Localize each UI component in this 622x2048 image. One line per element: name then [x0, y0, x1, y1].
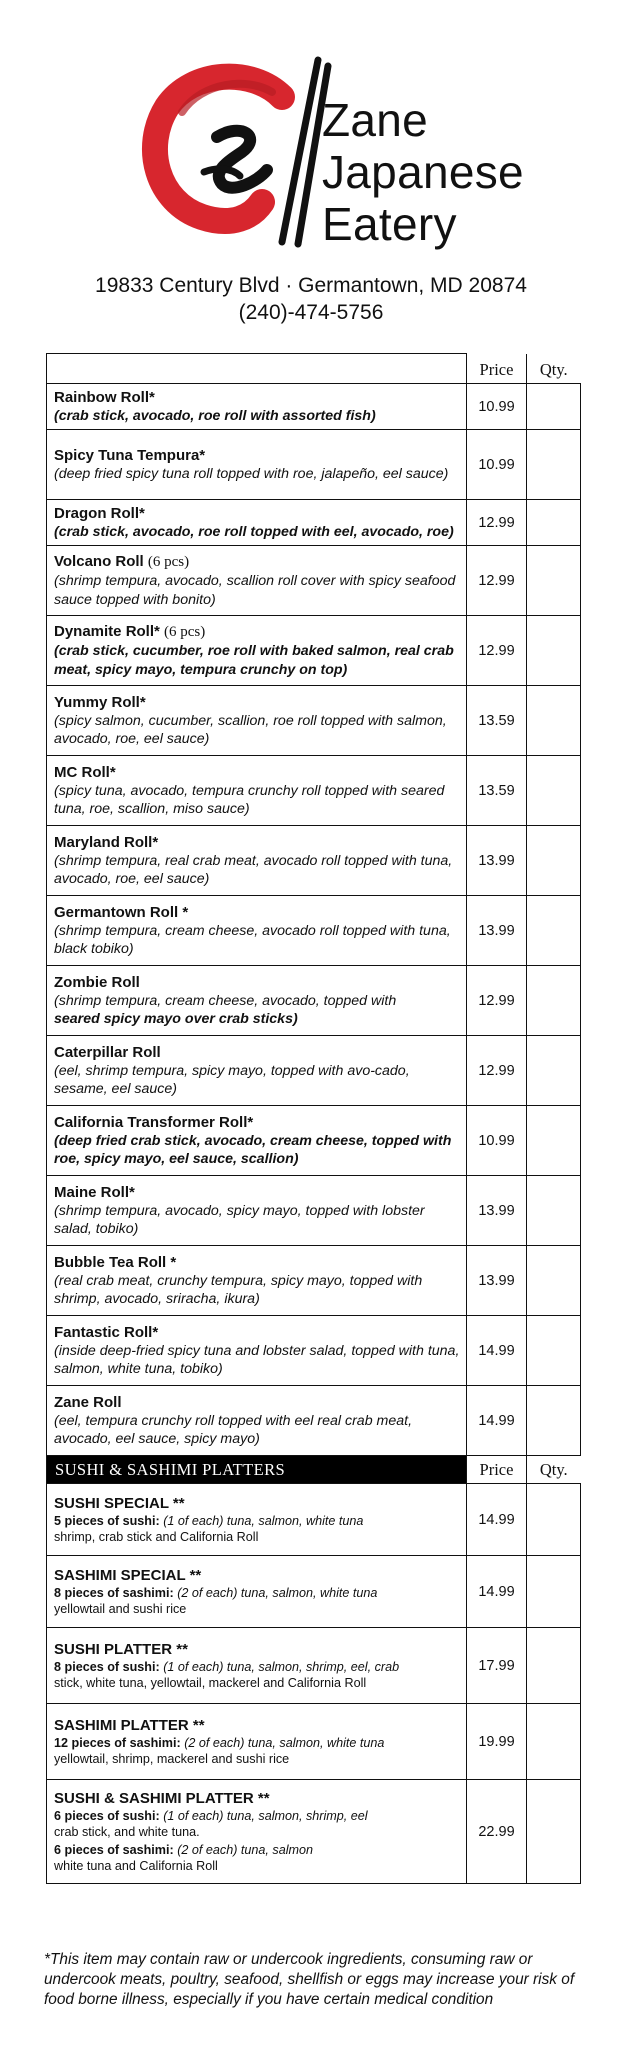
platter-count-detail: (2 of each): [177, 1586, 238, 1600]
platters-section-title: SUSHI & SASHIMI PLATTERS: [47, 1456, 467, 1484]
phone-number: (240)-474-5756: [238, 301, 384, 324]
roll-name-text: Yummy Roll*: [54, 693, 146, 711]
roll-row: [47, 896, 581, 966]
roll-name-text: Rainbow Roll*: [54, 388, 155, 406]
brand-line-3: Eatery: [322, 198, 457, 250]
platter-qty-box[interactable]: [527, 1704, 581, 1780]
platter-pieces: 5 pieces of sushi:: [54, 1514, 160, 1528]
roll-item-cell: [47, 1036, 467, 1106]
roll-name-text: Dragon Roll*: [54, 504, 145, 522]
roll-name-text: Dynamite Roll*: [54, 623, 160, 640]
platter-fish-list-b: tuna, salmon: [240, 1843, 314, 1857]
address-block: [0, 272, 622, 326]
roll-price: 12.99: [467, 500, 527, 546]
roll-name: [54, 504, 460, 523]
roll-description: (shrimp tempura, cream cheese, avocado, topped with: [54, 992, 397, 1009]
platter-fish-list: tuna, salmon, shrimp, eel: [226, 1809, 368, 1823]
platter-description: [54, 1735, 460, 1751]
platter-description-b: [54, 1842, 460, 1858]
roll-name-text: Spicy Tuna Tempura*: [54, 446, 206, 464]
roll-pieces: (6 pcs): [164, 624, 206, 640]
roll-row: [47, 616, 581, 686]
platter-fish-list-b-cont: white tuna and California Roll: [54, 1859, 218, 1873]
roll-row: [47, 1246, 581, 1316]
platter-pieces: 12 pieces of sashimi:: [54, 1736, 181, 1750]
platters-qty-header: Qty.: [527, 1456, 581, 1484]
brand-logo-icon: [132, 52, 332, 252]
roll-description: (spicy salmon, cucumber, scallion, roe roll topped with salmon, avocado, roe, eel sauce): [54, 712, 447, 747]
roll-name: [54, 1253, 460, 1272]
roll-name: [54, 1323, 460, 1342]
platter-fish-list: tuna, salmon, white tuna: [226, 1514, 364, 1528]
platter-item-cell: [47, 1780, 467, 1884]
roll-item-cell: [47, 1106, 467, 1176]
platter-count-detail: (1 of each): [163, 1809, 224, 1823]
roll-name: [54, 1113, 460, 1132]
platter-fish-list-cont: yellowtail, shrimp, mackerel and sushi rice: [54, 1752, 290, 1766]
roll-name-text: Caterpillar Roll: [54, 1043, 161, 1061]
roll-item-cell: [47, 756, 467, 826]
roll-item-cell: [47, 1246, 467, 1316]
roll-description: (deep fried crab stick, avocado, cream cheese, topped with roe, spicy mayo, eel sauce, scallion): [54, 1132, 452, 1167]
roll-description: (deep fried spicy tuna roll topped with roe, jalapeño, eel sauce): [54, 465, 449, 482]
roll-qty-box[interactable]: [527, 616, 581, 686]
roll-description: (shrimp tempura, avocado, scallion roll cover with spicy seafood sauce topped with bonito): [54, 573, 456, 608]
roll-item-cell: [47, 896, 467, 966]
roll-name: [54, 903, 460, 922]
roll-item-cell: [47, 686, 467, 756]
roll-price: 14.99: [467, 1316, 527, 1386]
platter-description: [54, 1513, 460, 1529]
platter-item-cell: [47, 1628, 467, 1704]
platter-name: SASHIMI SPECIAL **: [54, 1567, 202, 1584]
platter-fish-list: tuna, salmon, white tuna: [240, 1586, 378, 1600]
roll-item-cell: [47, 500, 467, 546]
roll-price: 13.99: [467, 896, 527, 966]
roll-description: (crab stick, avocado, roe roll with assorted fish): [54, 407, 376, 424]
roll-description: (inside deep-fried spicy tuna and lobster salad, topped with tuna, salmon, white tuna, tobiko): [54, 1342, 460, 1377]
platter-qty-box[interactable]: [527, 1780, 581, 1884]
roll-description: (crab stick, avocado, roe roll topped with eel, avocado, roe): [54, 523, 454, 540]
roll-row: [47, 1316, 581, 1386]
platter-fish-list-cont: stick, white tuna, yellowtail, mackerel and California Roll: [54, 1676, 367, 1690]
platter-count-detail: (1 of each): [163, 1660, 224, 1674]
price-column-header: Price: [467, 354, 527, 384]
roll-name: [54, 1043, 460, 1062]
restaurant-name: [322, 94, 524, 250]
roll-name-text: Volcano Roll: [54, 553, 144, 570]
roll-row: [47, 500, 581, 546]
roll-name: [54, 552, 460, 572]
rolls-header-blank: [47, 354, 467, 384]
roll-row: [47, 686, 581, 756]
platter-fish-list: tuna, salmon, shrimp, eel, crab: [226, 1660, 400, 1674]
roll-row: [47, 826, 581, 896]
roll-description: (crab stick, cucumber, roe roll with baked salmon, real crab meat, spicy mayo, tempura crunchy on top): [54, 643, 454, 678]
roll-price: 12.99: [467, 616, 527, 686]
roll-name: [54, 388, 460, 407]
roll-row: [47, 1176, 581, 1246]
roll-item-cell: [47, 1176, 467, 1246]
platter-row: [47, 1628, 581, 1704]
roll-description: (shrimp tempura, real crab meat, avocado roll topped with tuna, avocado, roe, eel sauce): [54, 852, 453, 887]
roll-price: 13.99: [467, 1176, 527, 1246]
roll-qty-box[interactable]: [527, 546, 581, 616]
platter-row: [47, 1556, 581, 1628]
roll-price: 10.99: [467, 384, 527, 430]
roll-name-text: Maryland Roll*: [54, 833, 159, 851]
roll-price: 12.99: [467, 966, 527, 1036]
platter-price: 17.99: [467, 1628, 527, 1704]
platter-item-cell: [47, 1484, 467, 1556]
roll-item-cell: [47, 430, 467, 500]
disclaimer-text: *This item may contain raw or undercook ingredients, consuming raw or undercook meats, poultry, seafood, shellfish or eggs may increase your risk of food borne illness, especially if you have certain medical condition: [44, 1951, 575, 2008]
roll-description: (eel, shrimp tempura, spicy mayo, topped with avo-cado, sesame, eel sauce): [54, 1062, 410, 1097]
roll-qty-box[interactable]: [527, 1386, 581, 1456]
roll-price: 12.99: [467, 1036, 527, 1106]
roll-qty-box[interactable]: [527, 966, 581, 1036]
roll-description: (shrimp tempura, cream cheese, avocado roll topped with tuna, black tobiko): [54, 922, 451, 957]
menu-table: [46, 353, 581, 1884]
platter-fish-list-cont: shrimp, crab stick and California Roll: [54, 1530, 259, 1544]
roll-qty-box[interactable]: [527, 1036, 581, 1106]
platter-pieces: 6 pieces of sushi:: [54, 1809, 160, 1823]
platter-description: [54, 1659, 460, 1675]
roll-row: [47, 1386, 581, 1456]
rolls-header-row: [47, 354, 581, 384]
platter-price: 14.99: [467, 1556, 527, 1628]
platter-qty-box[interactable]: [527, 1484, 581, 1556]
roll-name: [54, 763, 460, 782]
roll-name-text: Maine Roll*: [54, 1183, 135, 1201]
roll-row: [47, 1106, 581, 1176]
roll-qty-box[interactable]: [527, 686, 581, 756]
roll-price: 14.99: [467, 1386, 527, 1456]
roll-row: [47, 384, 581, 430]
roll-item-cell: [47, 966, 467, 1036]
platter-row: [47, 1484, 581, 1556]
brand-line-1: Zane: [322, 94, 429, 146]
roll-name: [54, 622, 460, 642]
roll-name: [54, 1183, 460, 1202]
platter-fish-list: tuna, salmon, white tuna: [247, 1736, 385, 1750]
platter-fish-list-cont: crab stick, and white tuna.: [54, 1825, 200, 1839]
roll-price: 13.99: [467, 826, 527, 896]
roll-qty-box[interactable]: [527, 1316, 581, 1386]
platter-qty-box[interactable]: [527, 1628, 581, 1704]
roll-price: 13.59: [467, 756, 527, 826]
roll-name-text: Zombie Roll: [54, 973, 140, 991]
platter-price: 22.99: [467, 1780, 527, 1884]
roll-row: [47, 430, 581, 500]
qty-column-header: Qty.: [527, 354, 581, 384]
brand-line-2: Japanese: [322, 146, 524, 198]
roll-qty-box[interactable]: [527, 826, 581, 896]
roll-description: (shrimp tempura, avocado, spicy mayo, topped with lobster salad, tobiko): [54, 1202, 425, 1237]
roll-item-cell: [47, 1386, 467, 1456]
platter-count-detail: (2 of each): [184, 1736, 245, 1750]
platter-count-detail: (1 of each): [163, 1514, 224, 1528]
roll-name-text: Zane Roll: [54, 1393, 122, 1411]
platter-row: [47, 1704, 581, 1780]
roll-item-cell: [47, 384, 467, 430]
roll-name-text: Bubble Tea Roll *: [54, 1253, 177, 1271]
roll-row: [47, 546, 581, 616]
platter-item-cell: [47, 1704, 467, 1780]
platter-fish-list-cont: yellowtail and sushi rice: [54, 1602, 187, 1616]
platter-count-detail-b: (2 of each): [177, 1843, 238, 1857]
roll-item-cell: [47, 546, 467, 616]
roll-price: 13.59: [467, 686, 527, 756]
roll-name: [54, 973, 460, 992]
roll-description: (real crab meat, crunchy tempura, spicy mayo, topped with shrimp, avocado, sriracha, ikura): [54, 1272, 423, 1307]
roll-name: [54, 833, 460, 852]
platter-pieces-b: 6 pieces of sashimi:: [54, 1843, 174, 1857]
platter-price: 19.99: [467, 1704, 527, 1780]
platter-item-cell: [47, 1556, 467, 1628]
roll-pieces: (6 pcs): [147, 554, 190, 570]
roll-price: 12.99: [467, 546, 527, 616]
roll-price: 10.99: [467, 430, 527, 500]
roll-description: (spicy tuna, avocado, tempura crunchy roll topped with seared tuna, roe, scallion, miso sauce): [54, 782, 445, 817]
platter-description: [54, 1808, 460, 1824]
platter-name: SUSHI & SASHIMI PLATTER **: [54, 1790, 270, 1807]
roll-qty-box[interactable]: [527, 1106, 581, 1176]
roll-name-text: Fantastic Roll*: [54, 1323, 159, 1341]
roll-name: [54, 446, 460, 465]
platter-qty-box[interactable]: [527, 1556, 581, 1628]
header: [0, 0, 622, 340]
platter-pieces: 8 pieces of sushi:: [54, 1660, 160, 1674]
roll-price: 13.99: [467, 1246, 527, 1316]
roll-name: [54, 1393, 460, 1412]
platters-price-header: Price: [467, 1456, 527, 1484]
platters-header-row: [47, 1456, 581, 1484]
roll-name: [54, 693, 460, 712]
roll-name-text: California Transformer Roll*: [54, 1113, 254, 1131]
platter-name: SUSHI PLATTER **: [54, 1641, 188, 1658]
roll-qty-box[interactable]: [527, 384, 581, 430]
roll-item-cell: [47, 616, 467, 686]
roll-qty-box[interactable]: [527, 430, 581, 500]
roll-row: [47, 966, 581, 1036]
street-address: 19833 Century Blvd · Germantown, MD 20874: [95, 274, 527, 297]
roll-qty-box[interactable]: [527, 896, 581, 966]
platter-name: SASHIMI PLATTER **: [54, 1717, 205, 1734]
roll-row: [47, 756, 581, 826]
platter-description: [54, 1585, 460, 1601]
platter-name: SUSHI SPECIAL **: [54, 1495, 185, 1512]
roll-item-cell: [47, 1316, 467, 1386]
roll-item-cell: [47, 826, 467, 896]
roll-qty-box[interactable]: [527, 500, 581, 546]
roll-qty-box[interactable]: [527, 1246, 581, 1316]
roll-name-text: Germantown Roll *: [54, 903, 189, 921]
roll-description: (eel, tempura crunchy roll topped with eel real crab meat, avocado, eel sauce, spicy mayo): [54, 1412, 413, 1447]
platter-price: 14.99: [467, 1484, 527, 1556]
roll-description-extra: seared spicy mayo over crab sticks): [54, 1011, 298, 1027]
roll-price: 10.99: [467, 1106, 527, 1176]
platter-row: [47, 1780, 581, 1884]
roll-qty-box[interactable]: [527, 756, 581, 826]
platter-pieces: 8 pieces of sashimi:: [54, 1586, 174, 1600]
roll-name-text: MC Roll*: [54, 763, 116, 781]
roll-row: [47, 1036, 581, 1106]
roll-qty-box[interactable]: [527, 1176, 581, 1246]
